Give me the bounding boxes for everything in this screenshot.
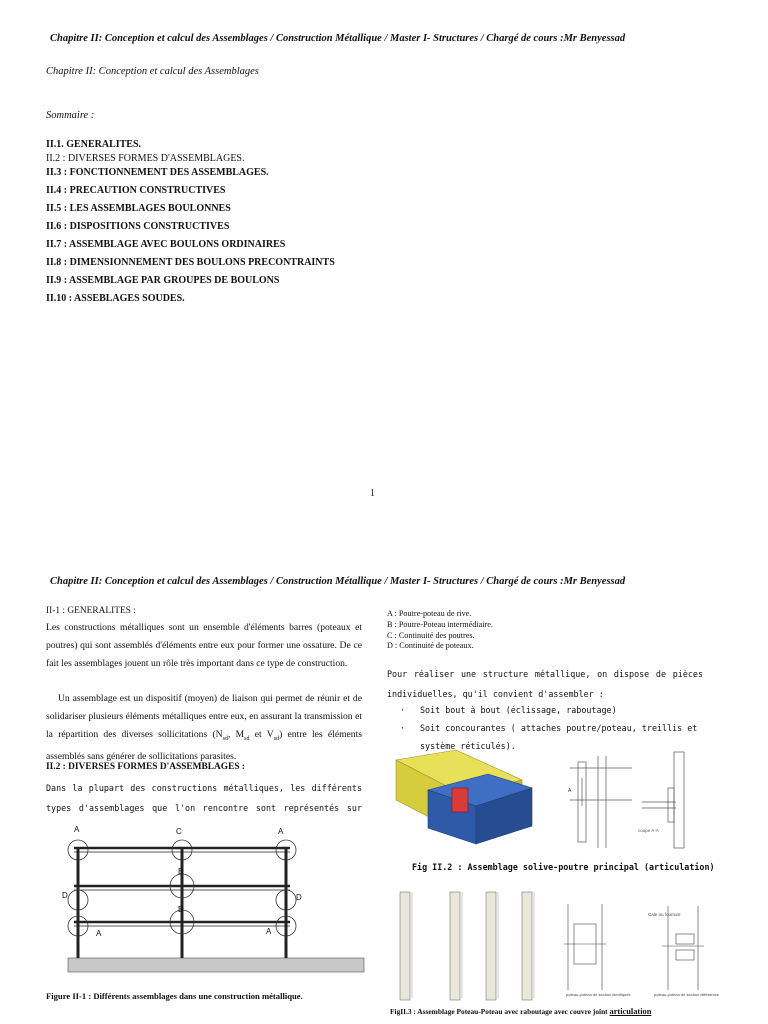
figure-caption-1: Figure II-1 : Différents assemblages dans une construction métallique. [46, 991, 303, 1001]
section-label-a: A [568, 788, 572, 794]
beam-connection-figure [392, 748, 728, 852]
caption3-underlined: articulation [609, 1007, 652, 1016]
section-d-label: poteau-poteau de section différentes [654, 992, 719, 997]
caption3-text: FigII.3 : Assemblage Poteau-Poteau avec raboutage avec couvre joint [390, 1007, 610, 1016]
legend-key: B [387, 619, 393, 629]
toc-item: II.10 : ASSEBLAGES SOUDES. [46, 293, 185, 304]
bullet-text: Soit bout à bout (éclissage, raboutage) [420, 705, 617, 715]
legend-list [387, 609, 493, 652]
paragraph-generalites: Les constructions métalliques sont un ensemble d'éléments barres (poteaux et poutres) qui sont assemblés d'éléments entre eux pour former une ossature. De ce fait les assemblages jouent un rôle très important dans ce type de construction. [46, 622, 362, 669]
bullet-dot-icon: · [400, 723, 406, 733]
legend-item [387, 641, 493, 652]
toc-item: II.2 : DIVERSES FORMES D'ASSEMBLAGES. [46, 153, 245, 164]
cale-label: Cale ou fourrure [648, 912, 681, 917]
toc-item: II.3 : FONCTIONNEMENT DES ASSEMBLAGES. [46, 167, 269, 178]
bullet-item [400, 701, 710, 719]
bullet-list [400, 701, 710, 755]
fig-label-c: C [176, 827, 182, 836]
legend-text: : Poutre-poteau de rive. [392, 609, 472, 618]
legend-item [387, 620, 493, 631]
section-heading-diverses-formes: II.2 : DIVERSES FORMES D'ASSEMBLAGES : [46, 762, 245, 772]
legend-key: A [387, 609, 393, 618]
legend-key: C [387, 630, 393, 640]
fig-label-a: A [74, 825, 80, 834]
m-subscript: sd [244, 735, 250, 742]
n-subscript: sd [222, 735, 228, 742]
coupe-label: coupe A-A [638, 828, 659, 833]
paragraph-diverses-formes: Dans la plupart des constructions métalliques, les différents types d'assemblages que l'on rencontre sont représentés sur [46, 783, 362, 813]
para2-v: et V [249, 728, 274, 740]
column-splice-figure [392, 890, 728, 1004]
sommaire-label: Sommaire : [46, 110, 95, 121]
legend-item [387, 631, 493, 642]
v-subscript: sd [273, 735, 280, 742]
figure-caption-3 [390, 1007, 651, 1016]
toc-item: II.7 : ASSEMBLAGE AVEC BOULONS ORDINAIRES [46, 239, 286, 250]
page-number: 1 [370, 488, 375, 499]
frame-structure-figure [60, 822, 372, 974]
para2-end: ) entre les éléments assemblés sans générer de sollicitations parasites. [46, 728, 362, 763]
toc-item: II.8 : DIMENSIONNEMENT DES BOULONS PRECONTRAINTS [46, 257, 335, 268]
fig-label-b-lower: B [178, 905, 184, 914]
page1-chapter-title: Chapitre II: Conception et calcul des Assemblages [46, 66, 259, 77]
fig-label-a-lower-right: A [266, 927, 272, 936]
fig-label-b: B [178, 867, 184, 876]
toc-item: II.6 : DISPOSITIONS CONSTRUCTIVES [46, 221, 230, 232]
page2-header: Chapitre II: Conception et calcul des Assemblages / Construction Métallique / Master I- Structures / Chargé de cours :Mr Benyessad [50, 576, 626, 587]
section-heading-generalites: II-1 : GENERALITES : [46, 606, 136, 616]
table-of-contents [46, 139, 335, 311]
legend-item [387, 609, 493, 620]
bullet-dot-icon: · [400, 705, 406, 715]
figure-caption-2: Fig II.2 : Assemblage solive-poutre principal (articulation) [412, 862, 715, 872]
fig-label-d-right: D [296, 893, 302, 902]
paragraph-realiser-structure: Pour réaliser une structure métallique, on dispose de pièces individuelles, qu'il convient d'assembler : [387, 669, 703, 699]
legend-text: : Poutre-Poteau intermédiaire. [392, 619, 493, 629]
legend-text: : Continuité de poteaux. [392, 641, 474, 651]
section-c-label: poteau-poteau de section identiques [566, 992, 631, 997]
toc-item: II.5 : LES ASSEMBLAGES BOULONNES [46, 203, 231, 214]
paragraph-assemblage-definition [46, 690, 362, 766]
para2-text: Un assemblage est un dispositif (moyen) de liaison qui permet de réunir et de solidariser plusieurs éléments métalliques entre eux, en assurant la transmission et la répartition des diverses sollicitations (N [46, 693, 362, 740]
legend-key: D [387, 641, 393, 651]
fig-label-a-lower: A [96, 929, 102, 938]
fig-label-a-right: A [278, 827, 284, 836]
toc-item: II.9 : ASSEMBLAGE PAR GROUPES DE BOULONS [46, 275, 280, 286]
para2-m: , M [227, 728, 245, 740]
bullet-text: Soit concourantes ( attaches poutre/poteau, treillis et système réticulés). [420, 723, 698, 751]
fig-label-d: D [62, 891, 68, 900]
toc-item: II.4 : PRECAUTION CONSTRUCTIVES [46, 185, 226, 196]
legend-text: : Continuité des poutres. [392, 630, 475, 640]
toc-item: II.1. GENERALITES. [46, 139, 142, 150]
page1-header: Chapitre II: Conception et calcul des Assemblages / Construction Métallique / Master I- Structures / Chargé de cours :Mr Benyessad [50, 33, 626, 44]
